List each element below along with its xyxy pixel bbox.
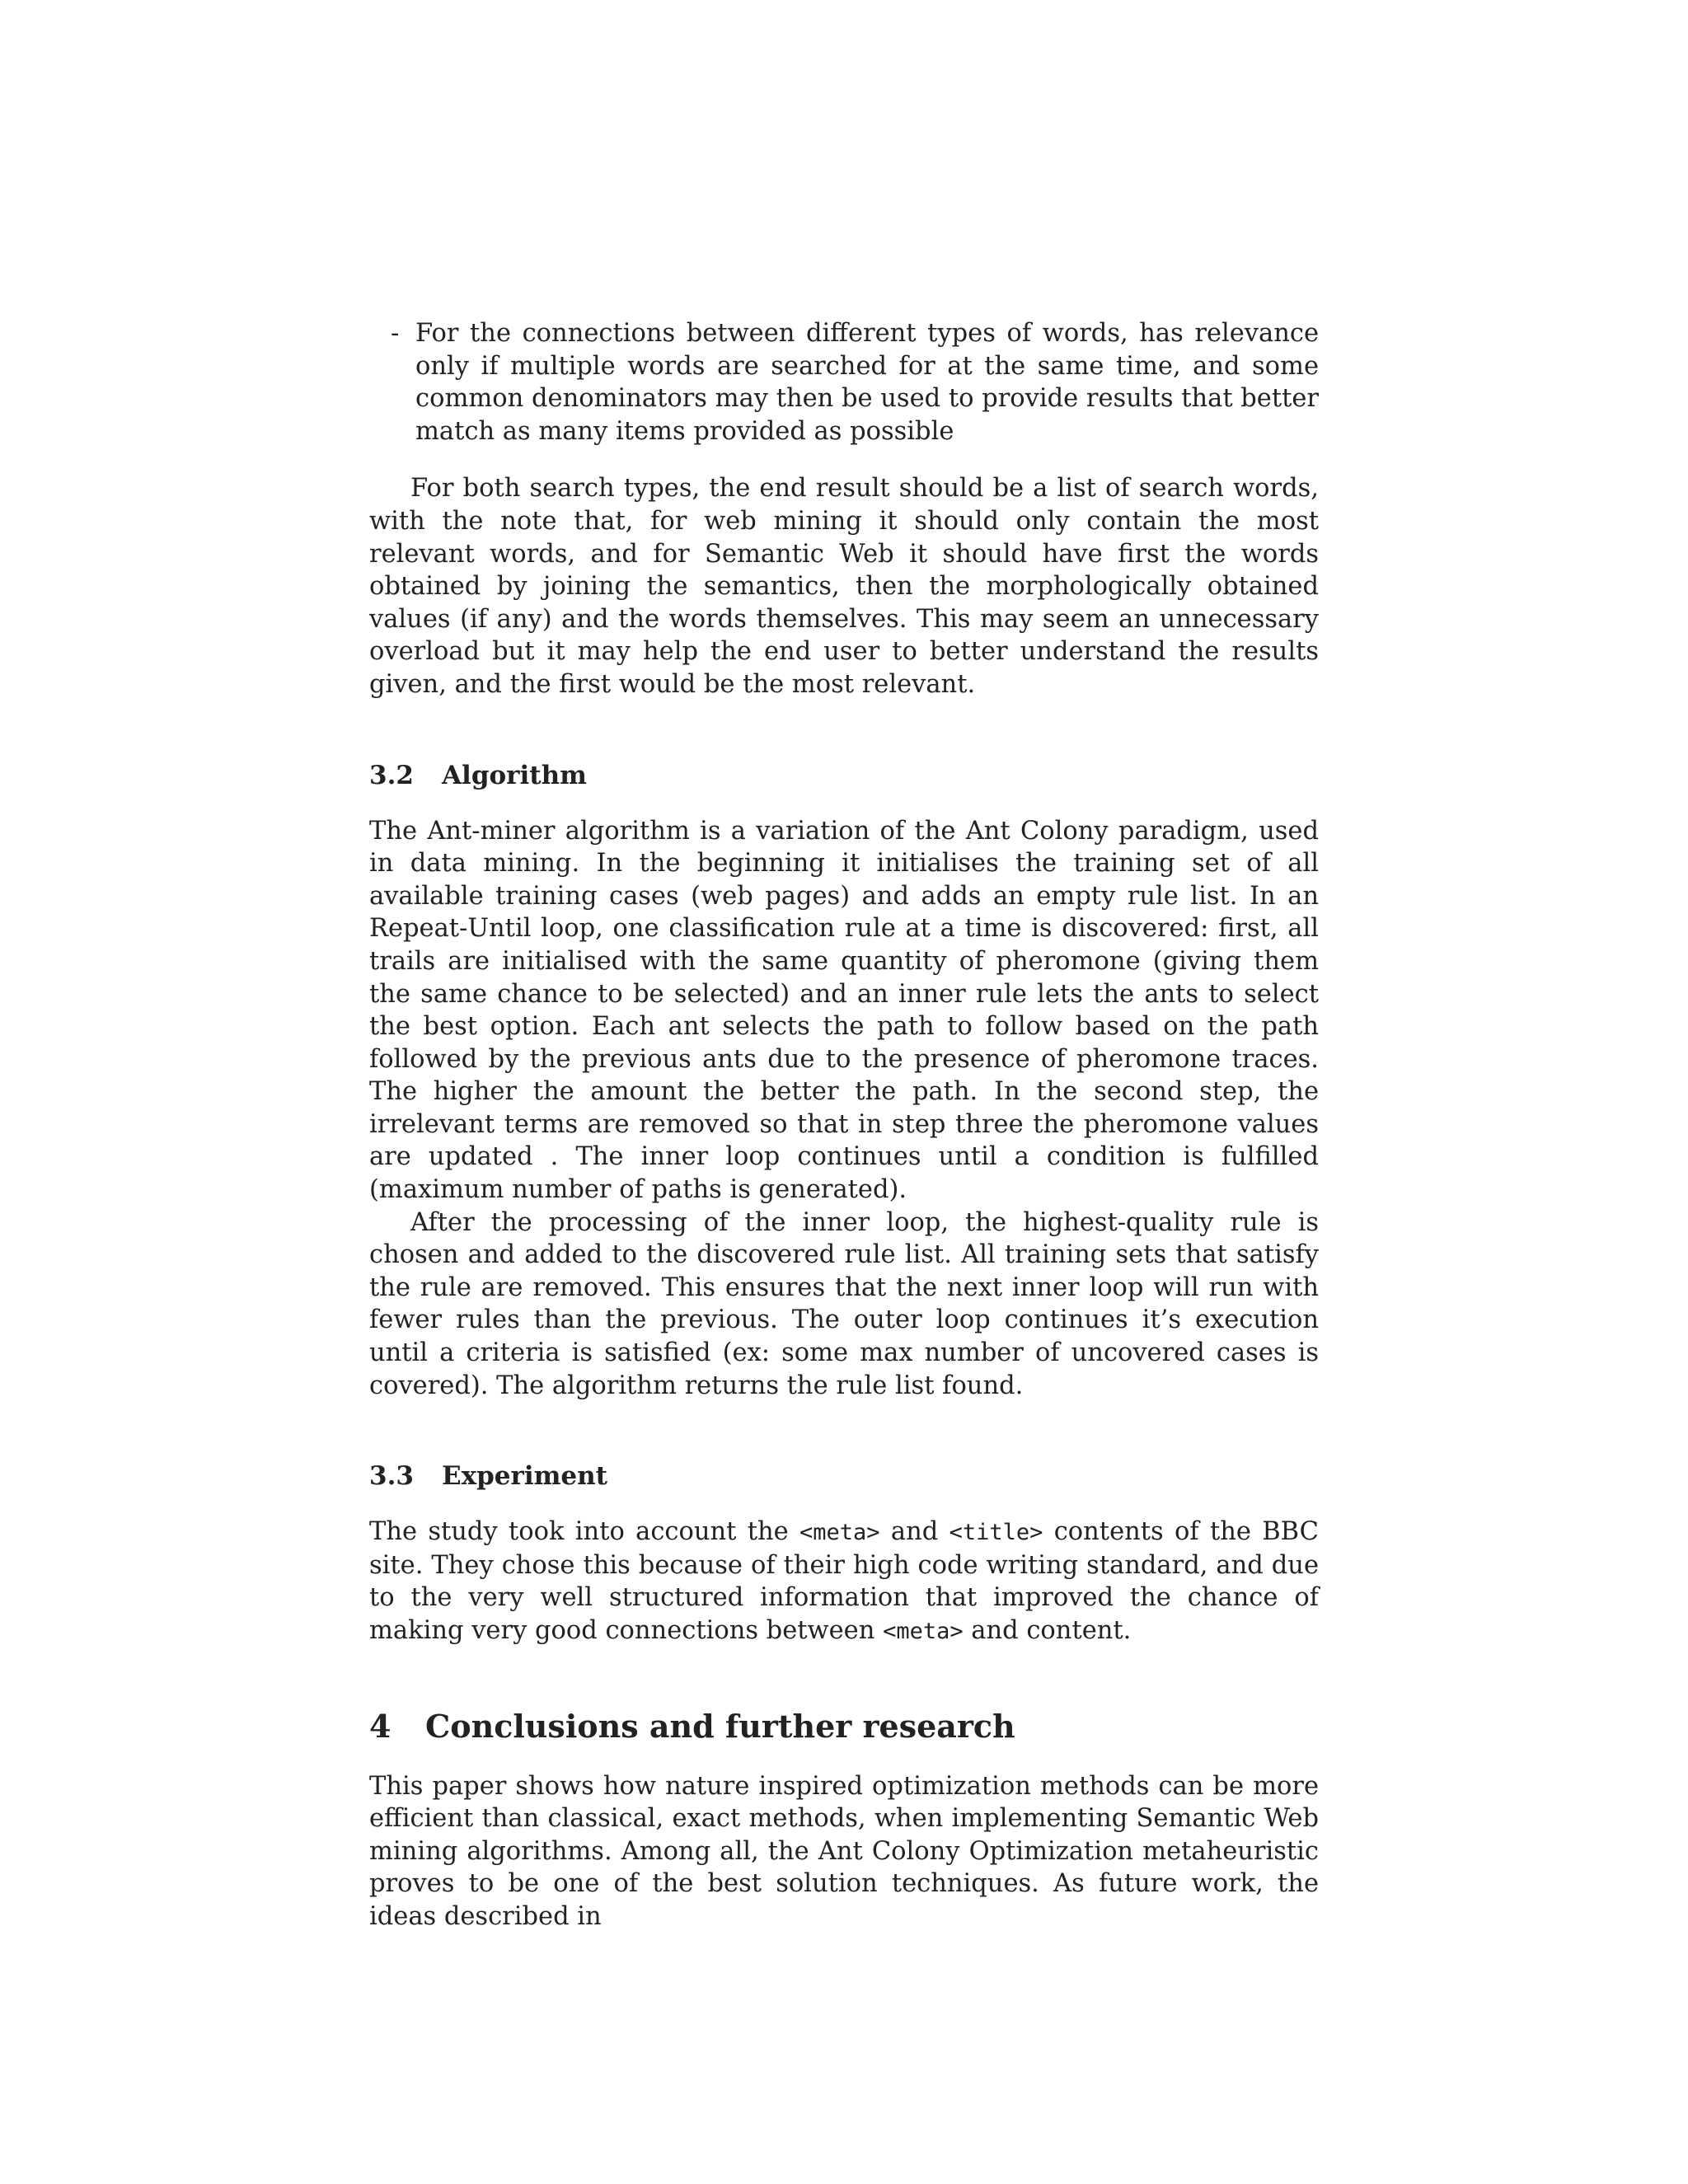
code-meta: <meta> bbox=[799, 1520, 880, 1546]
paragraph-algorithm-2: After the processing of the inner loop, the highest-quality rule is chosen and added to the discovered rule list. All training sets that satisfy the rule are removed. This ensures that the next inner loop will run with fewer rules than the previous. The outer loop continues it’s execution until a criteria is satisfied (ex: some max number of uncovered cases is covered). The algorithm returns the rule list found. bbox=[369, 1207, 1319, 1400]
section-title: Algorithm bbox=[442, 760, 587, 790]
text-fragment: The study took into account the bbox=[369, 1517, 800, 1547]
paragraph-experiment bbox=[369, 1516, 1319, 1647]
section-title: Experiment bbox=[442, 1461, 608, 1492]
section-heading-3-2 bbox=[369, 759, 1319, 792]
paragraph-search-types: For both search types, the end result should be a list of search words, with the note that, for web mining it should only contain the most relevant words, and for Semantic Web it should have first the words obtained by joining the semantics, then the morphologically obtained values (if any) and the words themselves. This may seem an unnecessary overload but it may help the end user to better understand the results given, and the first would be the most relevant. bbox=[369, 474, 1319, 699]
bullet-text: For the connections between different types of words, has relevance only if multiple words are searched for at the same time, and some common denominators may then be used to provide results that better match as many items provided as possible bbox=[415, 319, 1319, 446]
section-number: 4 bbox=[369, 1707, 392, 1745]
bullet-item bbox=[391, 317, 1319, 448]
text-fragment: contents of the BBC site. They chose this because of their high code writing standard, and due to the very well structured information that improved the chance of making very good connections between bbox=[369, 1517, 1319, 1645]
section-title: Conclusions and further research bbox=[425, 1707, 1015, 1745]
section-number: 3.3 bbox=[369, 1461, 414, 1492]
page-content bbox=[369, 317, 1319, 1933]
code-title: <title> bbox=[949, 1520, 1043, 1546]
section-heading-3-3 bbox=[369, 1460, 1319, 1493]
text-fragment: and bbox=[879, 1517, 950, 1547]
section-heading-4 bbox=[369, 1708, 1319, 1746]
code-meta: <meta> bbox=[883, 1619, 964, 1644]
paragraph-algorithm-1: The Ant-miner algorithm is a variation of the Ant Colony paradigm, used in data mining. In the beginning it initialises the training set of all available training cases (web pages) and adds an empty rule list. In an Repeat-Until loop, one classification rule at a time is discovered: first, all trails are initialised with the same quantity of pheromone (giving them the same chance to be selected) and an inner rule lets the ants to select the best option. Each ant selects the path to follow based on the path followed by the previous ants due to the presence of pheromone traces. The higher the amount the better the path. In the second step, the irrelevant terms are removed so that in step three the pheromone values are updated . The inner loop continues until a condition is fulfilled (maximum number of paths is generated). bbox=[369, 816, 1319, 1205]
section-number: 3.2 bbox=[369, 760, 414, 790]
bullet-mark: - bbox=[391, 319, 400, 348]
text-fragment: and content. bbox=[963, 1616, 1132, 1645]
paragraph-conclusions: This paper shows how nature inspired optimization methods can be more efficient than classical, exact methods, when implementing Semantic Web mining algorithms. Among all, the Ant Colony Optimization metaheuristic proves to be one of the best solution techniques. As future work, the ideas described in bbox=[369, 1771, 1319, 1931]
